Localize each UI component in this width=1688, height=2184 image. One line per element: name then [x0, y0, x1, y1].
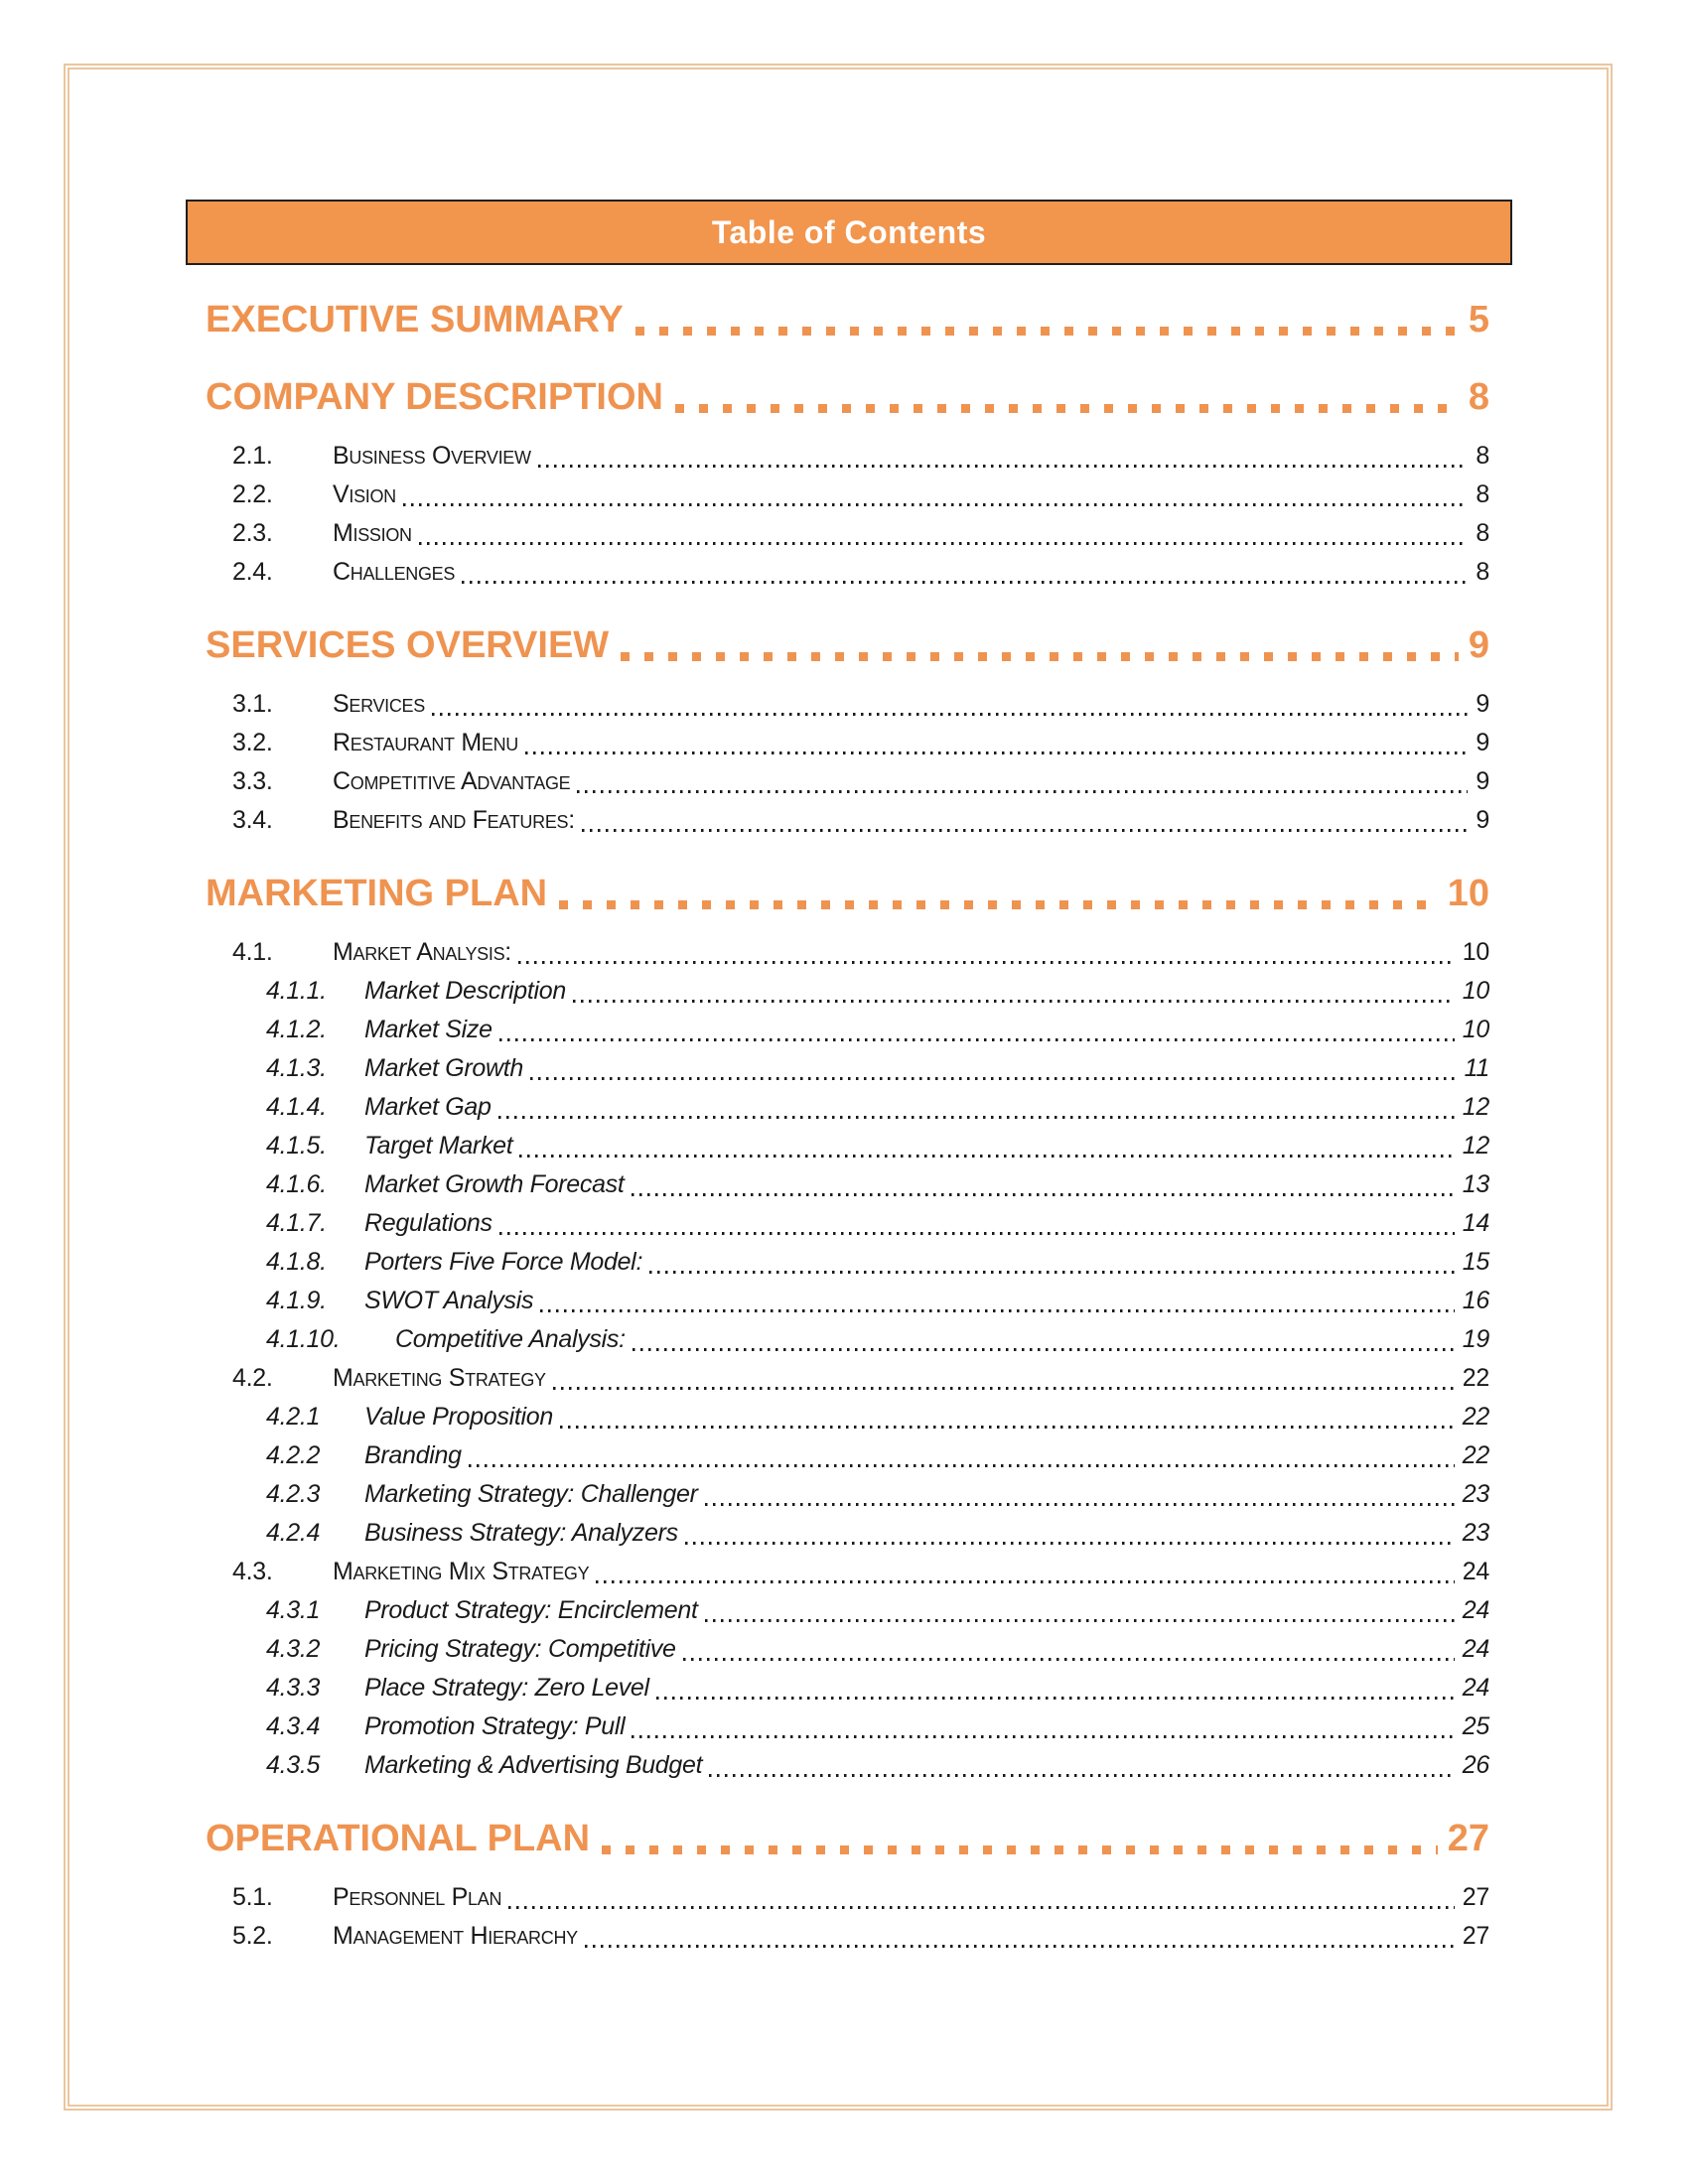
toc-entry[interactable]: [206, 1242, 1489, 1281]
toc-entry-number: 2.1.: [232, 442, 273, 470]
toc-entry-number: 4.1.10.: [266, 1325, 341, 1353]
toc-entry[interactable]: [206, 723, 1489, 761]
dot-leader: [462, 581, 1468, 584]
toc-entry-number: 4.1.1.: [266, 977, 327, 1005]
toc-entry-number: 3.3.: [232, 767, 273, 795]
toc-entry-label: Competitive Analysis:: [395, 1325, 626, 1353]
toc-entry-page: 8: [1476, 442, 1489, 470]
dot-leader: [403, 503, 1469, 506]
dot-leader: [499, 1232, 1455, 1235]
toc-entry-number: 4.3.4: [266, 1712, 321, 1740]
toc-entry-number: 4.1.: [232, 938, 273, 966]
toc-entry[interactable]: [206, 1745, 1489, 1784]
toc-entry[interactable]: [206, 932, 1489, 971]
toc-entry-label: Value Proposition: [364, 1403, 553, 1431]
toc-entry-page: 8: [1476, 558, 1489, 586]
toc-entry-page: 16: [1462, 1287, 1489, 1314]
toc-entry-number: 4.1.2.: [266, 1016, 327, 1043]
toc-entry-page: 9: [1476, 690, 1489, 718]
toc-entry-number: 3.4.: [232, 806, 273, 834]
toc-entry-number: 4.3.2: [266, 1635, 321, 1663]
toc-entry-number: 4.1.9.: [266, 1287, 327, 1314]
dot-leader: [621, 652, 1459, 661]
toc-entry-number: 4.1.3.: [266, 1054, 327, 1082]
toc-entry-page: 10: [1462, 1016, 1489, 1043]
dot-leader: [705, 1619, 1455, 1622]
toc-entry-page: 9: [1476, 729, 1489, 756]
toc-entry-number: 4.1.5.: [266, 1132, 327, 1160]
toc-entry-page: 15: [1462, 1248, 1489, 1276]
toc-entry-page: 19: [1462, 1325, 1489, 1353]
toc-header-bar: [186, 200, 1512, 265]
dot-leader: [709, 1774, 1455, 1777]
toc-entry-label: Market Growth Forecast: [364, 1170, 625, 1198]
toc-entry-number: 3.1.: [232, 690, 273, 718]
toc-entry-page: 25: [1462, 1712, 1489, 1740]
toc-entry-label: Target Market: [364, 1132, 513, 1160]
toc-entry-label: Branding: [364, 1441, 462, 1469]
toc-entry[interactable]: [206, 374, 1489, 420]
toc-entry-label: Market Description: [364, 977, 566, 1005]
toc-entry-page: 27: [1447, 1818, 1489, 1859]
toc-entry-page: 27: [1462, 1883, 1489, 1911]
toc-entry-label: Marketing Strategy: Challenger: [364, 1480, 698, 1508]
toc-entry-label: Pricing Strategy: Competitive: [364, 1635, 676, 1663]
toc-entry[interactable]: [206, 871, 1489, 916]
toc-entry-label: EXECUTIVE SUMMARY: [206, 299, 624, 341]
toc-entry-page: 13: [1462, 1170, 1489, 1198]
dot-leader: [632, 1193, 1455, 1196]
toc-entry-page: 5: [1468, 299, 1489, 341]
toc-entry[interactable]: [206, 1397, 1489, 1435]
toc-entry-page: 11: [1464, 1054, 1489, 1082]
dot-leader: [530, 1077, 1457, 1080]
dot-leader: [559, 900, 1438, 909]
toc-entry-number: 4.2.4: [266, 1519, 321, 1547]
toc-entry-number: 2.3.: [232, 519, 273, 547]
toc-entry-page: 9: [1468, 624, 1489, 666]
toc-entry-label: Mission: [333, 519, 412, 547]
toc-entry[interactable]: [206, 1916, 1489, 1955]
toc-entry[interactable]: [206, 1281, 1489, 1319]
toc-entry-number: 4.3.5: [266, 1751, 321, 1779]
toc-entry-label: Business Overview: [333, 442, 531, 470]
toc-entry[interactable]: [206, 1319, 1489, 1358]
toc-entry-number: 5.2.: [232, 1922, 273, 1950]
toc-entry-list: [206, 297, 1489, 1955]
toc-entry-label: Marketing Mix Strategy: [333, 1558, 590, 1585]
toc-entry-label: OPERATIONAL PLAN: [206, 1818, 591, 1859]
toc-entry-number: 4.1.4.: [266, 1093, 327, 1121]
toc-entry[interactable]: [206, 1513, 1489, 1552]
dot-leader: [508, 1906, 1455, 1909]
toc-page: [206, 200, 1489, 1955]
toc-entry-label: Restaurant Menu: [333, 729, 519, 756]
dot-leader: [585, 1945, 1455, 1948]
toc-entry[interactable]: [206, 297, 1489, 342]
dot-leader: [525, 751, 1468, 754]
toc-entry-page: 9: [1476, 767, 1489, 795]
toc-entry[interactable]: [206, 1087, 1489, 1126]
toc-entry[interactable]: [206, 1435, 1489, 1474]
toc-entry[interactable]: [206, 1474, 1489, 1513]
toc-entry-number: 4.2.2: [266, 1441, 321, 1469]
toc-entry[interactable]: [206, 622, 1489, 668]
toc-entry[interactable]: [206, 552, 1489, 591]
toc-entry-number: 2.2.: [232, 480, 273, 508]
toc-entry-label: Market Analysis:: [333, 938, 511, 966]
toc-entry-number: 4.2.1: [266, 1403, 321, 1431]
toc-entry-label: Marketing Strategy: [333, 1364, 546, 1392]
toc-entry-page: 27: [1462, 1922, 1489, 1950]
dot-leader: [602, 1845, 1438, 1854]
toc-entry-number: 2.4.: [232, 558, 273, 586]
toc-entry-label: Product Strategy: Encirclement: [364, 1596, 698, 1624]
toc-entry-page: 24: [1462, 1596, 1489, 1624]
toc-entry-label: Promotion Strategy: Pull: [364, 1712, 626, 1740]
toc-entry-number: 4.2.: [232, 1364, 273, 1392]
toc-entry-page: 22: [1462, 1403, 1489, 1431]
dot-leader: [538, 465, 1469, 468]
dot-leader: [656, 1697, 1455, 1700]
toc-entry[interactable]: [206, 1629, 1489, 1668]
toc-entry-label: MARKETING PLAN: [206, 873, 548, 914]
toc-entry-label: Market Gap: [364, 1093, 492, 1121]
toc-entry-number: 4.3.1: [266, 1596, 321, 1624]
dot-leader: [519, 1155, 1454, 1158]
toc-entry-label: Business Strategy: Analyzers: [364, 1519, 678, 1547]
toc-entry[interactable]: [206, 1203, 1489, 1242]
toc-entry-page: 23: [1462, 1480, 1489, 1508]
toc-entry-label: Challenges: [333, 558, 456, 586]
toc-entry[interactable]: [206, 1552, 1489, 1590]
toc-entry-label: Regulations: [364, 1209, 492, 1237]
dot-leader: [675, 404, 1459, 413]
toc-entry-number: 5.1.: [232, 1883, 273, 1911]
toc-entry-page: 12: [1462, 1132, 1489, 1160]
toc-entry-page: 8: [1468, 376, 1489, 418]
toc-entry-label: SERVICES OVERVIEW: [206, 624, 610, 666]
dot-leader: [635, 327, 1459, 336]
dot-leader: [432, 713, 1468, 716]
toc-entry-label: Porters Five Force Model:: [364, 1248, 643, 1276]
toc-entry-page: 12: [1462, 1093, 1489, 1121]
toc-entry-number: 4.1.8.: [266, 1248, 327, 1276]
toc-entry[interactable]: [206, 475, 1489, 513]
toc-entry[interactable]: [206, 800, 1489, 839]
toc-entry[interactable]: [206, 1164, 1489, 1203]
toc-entry-label: Market Size: [364, 1016, 492, 1043]
toc-entry[interactable]: [206, 513, 1489, 552]
toc-entry[interactable]: [206, 1706, 1489, 1745]
toc-entry-page: 14: [1462, 1209, 1489, 1237]
dot-leader: [573, 1000, 1455, 1003]
toc-entry-number: 3.2.: [232, 729, 273, 756]
toc-entry[interactable]: [206, 436, 1489, 475]
dot-leader: [498, 1116, 1455, 1119]
toc-entry-label: Competitive Advantage: [333, 767, 571, 795]
toc-entry-page: 10: [1447, 873, 1489, 914]
toc-entry[interactable]: [206, 1126, 1489, 1164]
toc-entry-page: 24: [1462, 1674, 1489, 1702]
dot-leader: [582, 829, 1469, 832]
toc-entry-label: Marketing & Advertising Budget: [364, 1751, 703, 1779]
toc-entry[interactable]: [206, 1816, 1489, 1861]
toc-entry[interactable]: [206, 1358, 1489, 1397]
toc-entry-label: Vision: [333, 480, 396, 508]
dot-leader: [632, 1735, 1454, 1738]
toc-entry[interactable]: [206, 684, 1489, 723]
toc-entry-number: 4.2.3: [266, 1480, 321, 1508]
toc-entry-label: SWOT Analysis: [364, 1287, 534, 1314]
toc-entry-page: 23: [1462, 1519, 1489, 1547]
toc-entry-label: Management Hierarchy: [333, 1922, 578, 1950]
toc-entry[interactable]: [206, 1590, 1489, 1629]
dot-leader: [577, 790, 1468, 793]
dot-leader: [649, 1271, 1455, 1274]
toc-entry-number: 4.3.: [232, 1558, 273, 1585]
toc-entry[interactable]: [206, 1048, 1489, 1087]
dot-leader: [683, 1658, 1455, 1661]
dot-leader: [560, 1426, 1455, 1429]
toc-entry-page: 22: [1462, 1441, 1489, 1469]
toc-entry-label: COMPANY DESCRIPTION: [206, 376, 663, 418]
dot-leader: [540, 1309, 1455, 1312]
toc-entry-number: 4.3.3: [266, 1674, 321, 1702]
dot-leader: [596, 1580, 1454, 1583]
toc-entry-page: 24: [1462, 1558, 1489, 1585]
toc-entry-label: Place Strategy: Zero Level: [364, 1674, 649, 1702]
toc-entry-page: 8: [1476, 519, 1489, 547]
dot-leader: [518, 961, 1455, 964]
toc-entry[interactable]: [206, 1010, 1489, 1048]
toc-entry-label: Services: [333, 690, 425, 718]
toc-title: Table of Contents: [711, 213, 987, 250]
toc-entry[interactable]: [206, 1668, 1489, 1706]
dot-leader: [499, 1038, 1455, 1041]
toc-entry[interactable]: [206, 1877, 1489, 1916]
toc-entry-page: 9: [1476, 806, 1489, 834]
toc-entry[interactable]: [206, 971, 1489, 1010]
dot-leader: [419, 542, 1469, 545]
toc-entry-page: 24: [1462, 1635, 1489, 1663]
toc-entry-label: Benefits and Features:: [333, 806, 575, 834]
toc-entry-page: 10: [1462, 938, 1489, 966]
dot-leader: [633, 1348, 1455, 1351]
toc-entry-label: Market Growth: [364, 1054, 524, 1082]
dot-leader: [553, 1387, 1455, 1390]
toc-entry[interactable]: [206, 761, 1489, 800]
dot-leader: [469, 1464, 1455, 1467]
toc-entry-label: Personnel Plan: [333, 1883, 502, 1911]
toc-entry-number: 4.1.7.: [266, 1209, 327, 1237]
toc-entry-page: 8: [1476, 480, 1489, 508]
dot-leader: [705, 1503, 1455, 1506]
toc-entry-page: 26: [1462, 1751, 1489, 1779]
toc-entry-page: 10: [1462, 977, 1489, 1005]
toc-entry-page: 22: [1462, 1364, 1489, 1392]
dot-leader: [685, 1542, 1455, 1545]
toc-entry-number: 4.1.6.: [266, 1170, 327, 1198]
